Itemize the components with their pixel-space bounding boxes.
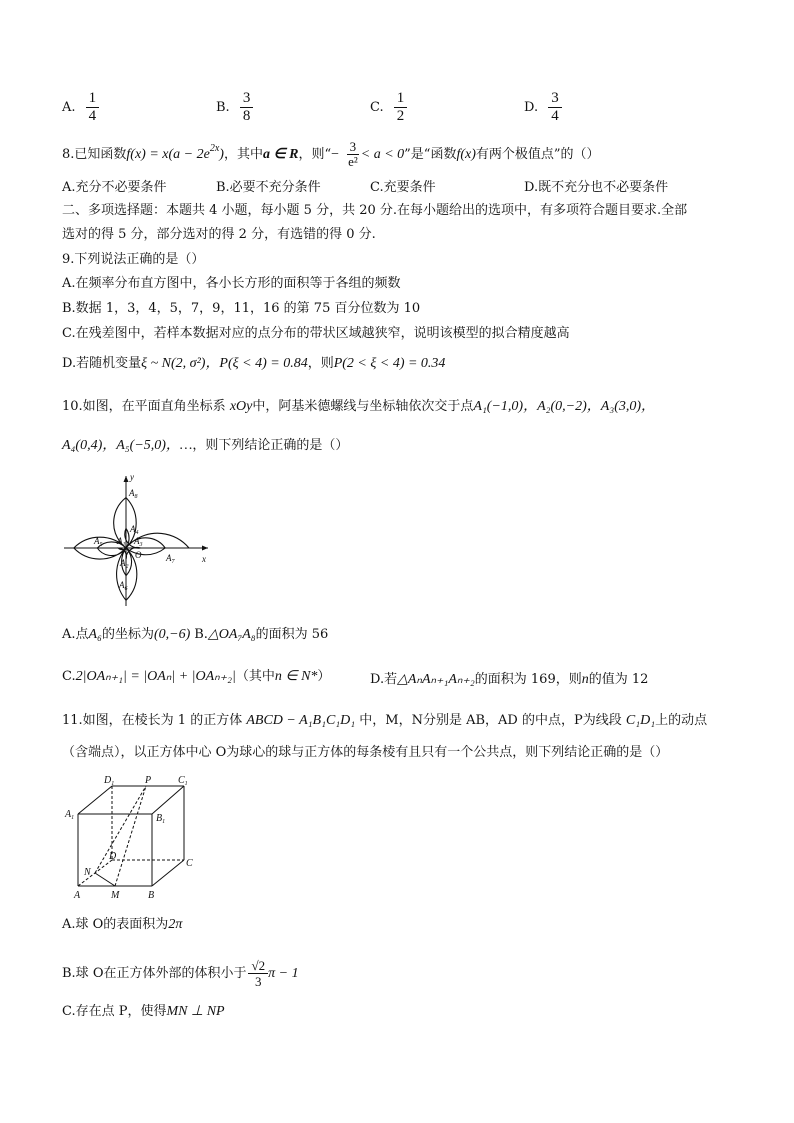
q10-option-ab[interactable]: A.点A₆的坐标为(0,−6) B.△OA₇A₈的面积为 56	[62, 627, 329, 642]
fraction: $\frac{3}{4}$	[548, 90, 562, 125]
q8-option-a[interactable]: A.充分不必要条件	[62, 180, 167, 195]
q7-option-a[interactable]: A. $\frac{1}{4}$	[62, 90, 99, 125]
svg-text:B1: $B_1$	[156, 813, 166, 825]
q8-option-b[interactable]: B.必要不充分条件	[216, 180, 321, 195]
section-heading: 二、多项选择题：本题共 4 小题，每小题 5 分，共 20 分.在每小题给出的选项中，有多项符合题目要求.全部	[62, 203, 688, 218]
svg-text:D: D	[109, 851, 117, 862]
svg-text:A1: $A_1$	[65, 809, 75, 821]
svg-text:C: C	[186, 858, 193, 869]
svg-text:A2: $A_2$	[120, 558, 129, 570]
q8-option-c[interactable]: C.充要条件	[370, 180, 436, 195]
q8-option-d[interactable]: D.既不充分也不必要条件	[524, 180, 669, 195]
svg-text:B: B	[148, 890, 155, 901]
q11-option-b[interactable]: B.球 O在正方体外部的体积小于 $\frac{√2}{3}$ π − 1	[62, 958, 299, 989]
svg-text:A1: $A_1$	[117, 536, 126, 548]
q11-stem-line2: （含端点），以正方体中心 O为球心的球与正方体的每条棱有且只有一个公共点，则下列结论正确的是（）	[62, 745, 669, 760]
svg-text:A3: $A_3$	[134, 536, 143, 548]
q8-stem: 8.已知函数$f(x) = x(a - 2e^{2x})$，其中a ∈ R，则“− $\frac{3}{\text{e²}}$ < a < 0”是“函数f(x)有两个极值点”的（）	[62, 139, 600, 169]
svg-text:x: x	[202, 554, 206, 564]
q10-option-c[interactable]: C.2|OAₙ₊₁| = |OAₙ| + |OAₙ₊₂|（其中n ∈ N*）	[62, 669, 331, 684]
fraction: $\frac{√2}{3}$	[248, 958, 268, 989]
q7-option-d[interactable]: D. $\frac{3}{4}$	[524, 90, 562, 125]
fraction: $\frac{1}{4}$	[86, 90, 100, 125]
svg-text:A6: $A_6$	[119, 580, 128, 592]
q10-stem-line1: 10.如图，在平面直角坐标系 xOy中，阿基米德螺线与坐标轴依次交于点A₁(−1,0)，A₂(0,−2)，A₃(3,0)，	[62, 399, 656, 414]
q9-option-d[interactable]: D.若随机变量ξ ~ N(2, σ²)，P(ξ < 4) = 0.84，则P(2 < ξ < 4) = 0.34	[62, 356, 446, 371]
fraction: $\frac{3}{\text{e²}}$	[348, 139, 358, 169]
q10-option-d[interactable]: D.若△AₙAₙ₊₁Aₙ₊₂的面积为 169，则n的值为 12	[370, 672, 649, 687]
cube-figure	[62, 774, 202, 904]
q7-option-b[interactable]: B. $\frac{3}{8}$	[216, 90, 253, 125]
svg-text:M: M	[111, 890, 120, 901]
svg-text:O: O	[135, 550, 142, 560]
q7-option-c[interactable]: C. $\frac{1}{2}$	[370, 90, 407, 125]
q9-option-b[interactable]: B.数据 1，3，4，5，7，9，11，16 的第 75 百分位数为 10	[62, 301, 421, 316]
svg-text:y: y	[130, 472, 134, 482]
svg-text:A: A	[74, 890, 81, 901]
svg-text:N: N	[84, 867, 91, 878]
q11-option-c[interactable]: C.存在点 P，使得MN ⊥ NP	[62, 1004, 225, 1019]
q10-stem-line2: A₄(0,4)，A₅(−5,0)，…，则下列结论正确的是（）	[62, 438, 349, 453]
svg-text:A4: $A_4$	[130, 524, 139, 536]
q11-stem-line1: 11.如图，在棱长为 1 的正方体 ABCD − A₁B₁C₁D₁ 中，M，N分别是 AB，AD 的中点，P为线段 C₁D₁上的动点	[62, 713, 708, 728]
svg-text:A5: $A_5$	[94, 536, 103, 548]
q11-option-a[interactable]: A.球 O的表面积为2π	[62, 917, 183, 932]
fraction: $\frac{3}{8}$	[240, 90, 254, 125]
q9-option-a[interactable]: A.在频率分布直方图中，各小长方形的面积等于各组的频数	[62, 276, 401, 291]
svg-text:A7: $A_7$	[166, 553, 175, 565]
q9-option-c[interactable]: C.在残差图中，若样本数据对应的点分布的带状区域越狭窄，说明该模型的拟合精度越高	[62, 326, 570, 341]
svg-text:P: P	[145, 775, 152, 786]
fraction: $\frac{1}{2}$	[394, 90, 408, 125]
q9-stem: 9.下列说法正确的是（）	[62, 252, 205, 267]
svg-text:A8: $A_8$	[129, 488, 138, 500]
svg-text:C1: $C_1$	[178, 775, 188, 787]
svg-text:D1: $D_1$	[104, 775, 115, 787]
spiral-figure	[60, 470, 220, 610]
section-heading-cont: 选对的得 5 分，部分选对的得 2 分，有选错的得 0 分.	[62, 227, 376, 242]
